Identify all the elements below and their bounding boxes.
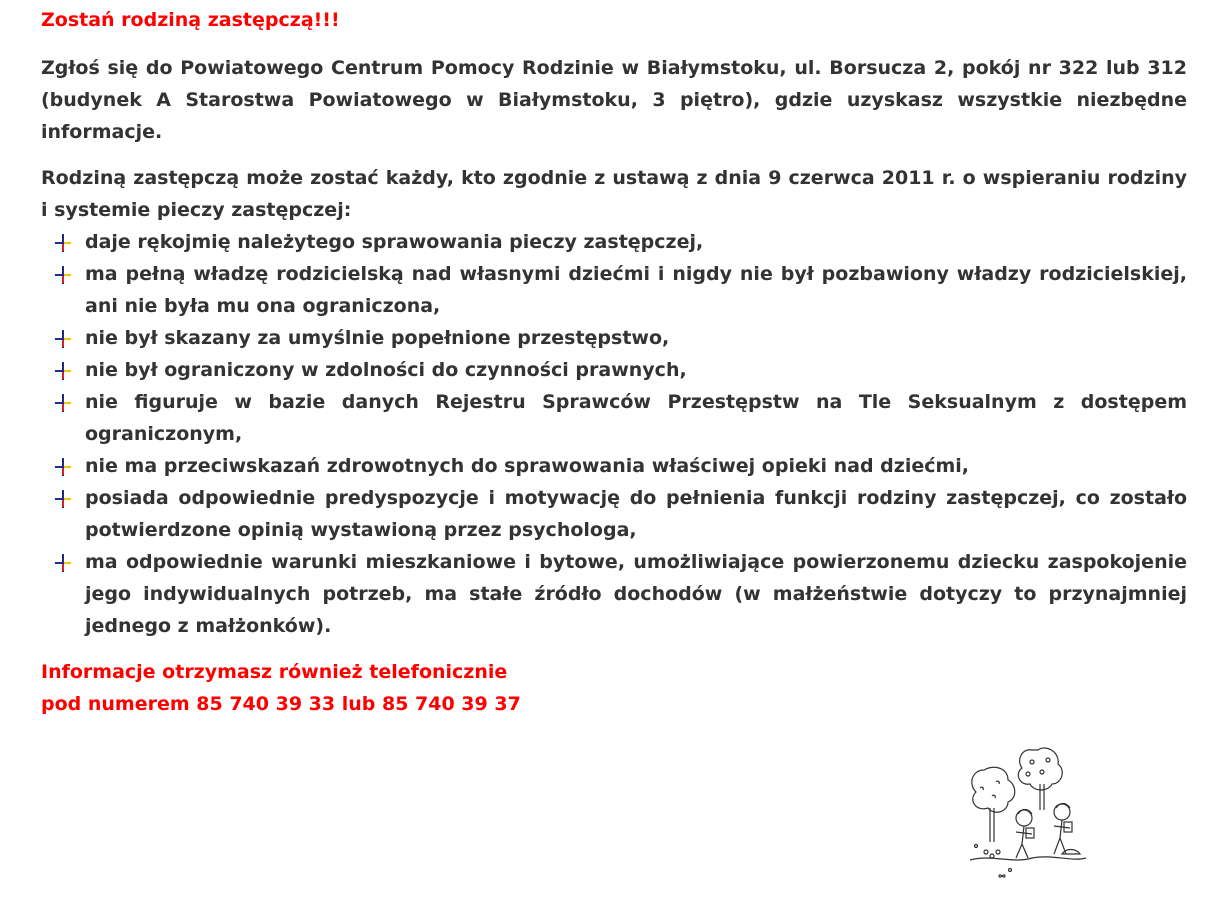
list-item (41, 482, 1187, 546)
contact-line-2: pod numerem 85 740 39 33 lub 85 740 39 37 (41, 693, 521, 715)
plus-cross-bullet-icon (53, 361, 73, 381)
plus-cross-bullet-icon (53, 233, 73, 253)
list-item (41, 386, 1187, 450)
contact-info (41, 656, 1187, 720)
list-item (41, 322, 1187, 354)
list-item-text: ma odpowiednie warunki mieszkaniowe i bytowe, umożliwiające powierzonemu dziecku zaspokojenie jego indywidualnych potrzeb, ma stałe źródło dochodów (w małżeństwie dotyczy to przynajmniej jednego z małżonków). (85, 551, 1187, 637)
list-item-text: nie był skazany za umyślnie popełnione przestępstwo, (85, 327, 670, 349)
list-item-text: daje rękojmię należytego sprawowania pieczy zastępczej, (85, 231, 704, 253)
list-item-text: nie ma przeciwskazań zdrowotnych do sprawowania właściwej opieki nad dziećmi, (85, 455, 970, 477)
requirements-list (41, 226, 1187, 642)
list-item-text: posiada odpowiednie predyspozycje i motywację do pełnienia funkcji rodziny zastępczej, co zostało potwierdzone opinią wystawioną przez psychologa, (85, 487, 1187, 541)
list-item (41, 354, 1187, 386)
list-item (41, 258, 1187, 322)
contact-line-1: Informacje otrzymasz również telefonicznie (41, 661, 508, 683)
plus-cross-bullet-icon (53, 553, 73, 573)
list-item (41, 546, 1187, 642)
list-item (41, 450, 1187, 482)
plus-cross-bullet-icon (53, 265, 73, 285)
requirements-intro: Rodziną zastępczą może zostać każdy, kto zgodnie z ustawą z dnia 9 czerwca 2011 r. o wspieraniu rodziny i systemie pieczy zastępczej: (41, 167, 1187, 221)
intro-paragraph: Zgłoś się do Powiatowego Centrum Pomocy Rodzinie w Białymstoku, ul. Borsucza 2, pokój nr 322 lub 312 (budynek A Starostwa Powiatowego w Białymstoku, 3 piętro), gdzie uzyskasz wszystkie niezbędne informacje. (41, 57, 1187, 143)
plus-cross-bullet-icon (53, 393, 73, 413)
list-item-text: nie figuruje w bazie danych Rejestru Sprawców Przestępstw na Tle Seksualnym z dostępem ograniczonym, (85, 391, 1187, 445)
children-under-trees-illustration (962, 740, 1088, 886)
list-item-text: ma pełną władzę rodzicielską nad własnymi dziećmi i nigdy nie był pozbawiony władzy rodzicielskiej, ani nie była mu ona ograniczona, (85, 263, 1187, 317)
list-item (41, 226, 1187, 258)
page-title: Zostań rodziną zastępczą!!! (41, 9, 340, 31)
plus-cross-bullet-icon (53, 329, 73, 349)
document-page (41, 6, 1187, 720)
list-item-text: nie był ograniczony w zdolności do czynności prawnych, (85, 359, 687, 381)
plus-cross-bullet-icon (53, 457, 73, 477)
plus-cross-bullet-icon (53, 489, 73, 509)
